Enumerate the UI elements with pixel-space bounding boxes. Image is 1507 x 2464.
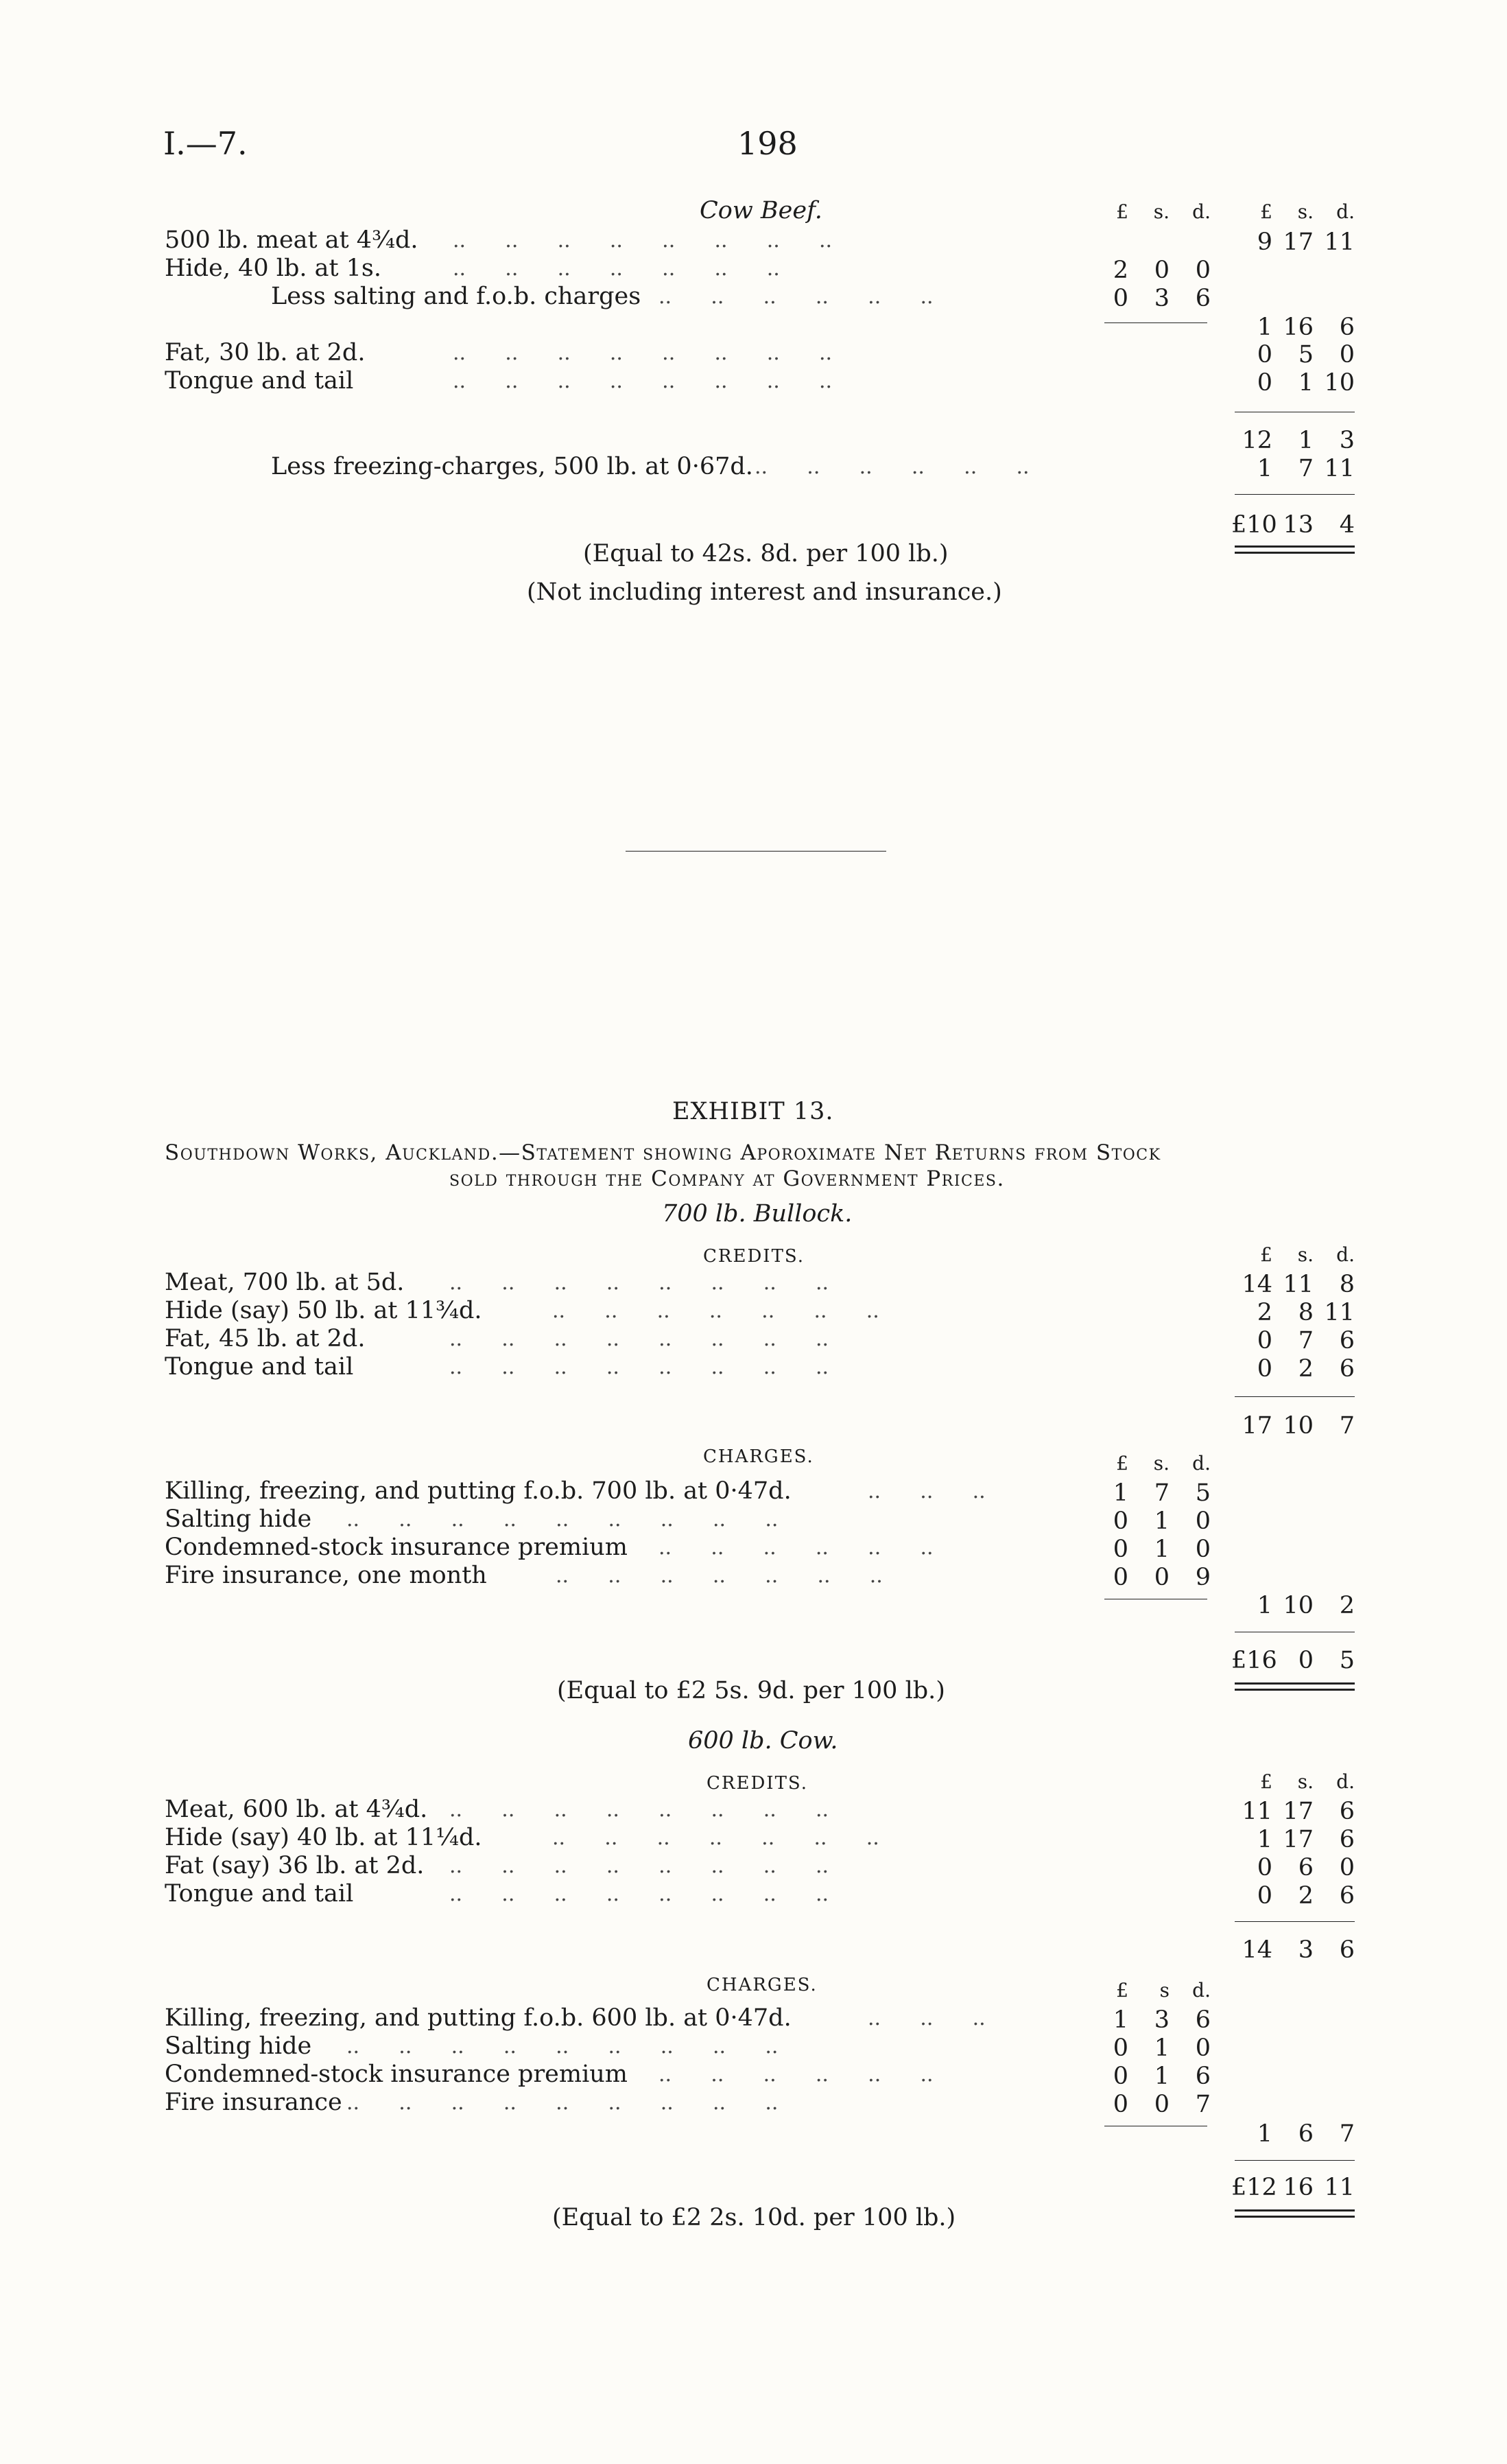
bullock-net-total: £16 0 5	[1231, 1647, 1355, 1674]
leader-dots: .. .. ..	[868, 2006, 986, 2030]
cow-beef-line-tongue: Tongue and tail	[165, 367, 354, 395]
bullock-credits-total: 17 10 7	[1242, 1412, 1355, 1440]
cow-beef-line-meat: 500 lb. meat at 4¾d.	[165, 226, 418, 254]
cow-charge-condemned: Condemned-stock insurance premium	[165, 2061, 628, 2088]
bullock-credit-meat: Meat, 700 lb. at 5d.	[165, 1269, 405, 1296]
cow-title: 600 lb. Cow.	[688, 1727, 838, 1755]
cow-charge-killing-amount: 1 3 6	[1113, 2006, 1211, 2034]
bullock-charge-fire-amount: 0 0 9	[1113, 1564, 1211, 1591]
cow-credit-fat-amount: 0 6 0	[1257, 1854, 1355, 1881]
section-reference: I.—7.	[163, 125, 248, 162]
total-rule	[1235, 494, 1355, 495]
cow-note: (Equal to £2 2s. 10d. per 100 lb.)	[552, 2204, 956, 2231]
bullock-credit-tongue-amount: 0 2 6	[1257, 1355, 1355, 1383]
net-total-double-rule	[1235, 2209, 1355, 2218]
total-rule	[1235, 1921, 1355, 1922]
leader-dots: .. .. .. .. .. .. ..	[556, 1564, 883, 1588]
bullock-charge-salting-amount: 0 1 0	[1113, 1507, 1211, 1535]
net-total-double-rule	[1235, 545, 1355, 554]
cow-beef-tongue-amount: 0 1 10	[1257, 369, 1355, 397]
leader-dots: .. .. ..	[868, 1479, 986, 1503]
cow-credit-tongue: Tongue and tail	[165, 1880, 354, 1908]
cow-credit-column-heads: £ s. d.	[1260, 1770, 1355, 1793]
cow-charge-column-heads: £ s d.	[1116, 1979, 1211, 2002]
bullock-credit-hide-amount: 2 8 11	[1257, 1299, 1355, 1326]
bullock-charge-condemned: Condemned-stock insurance premium	[165, 1534, 628, 1561]
cow-beef-meat-amount: 9 17 11	[1257, 228, 1355, 256]
bullock-note: (Equal to £2 5s. 9d. per 100 lb.)	[557, 1677, 945, 1704]
cow-beef-net-total: £10 13 4	[1231, 511, 1355, 539]
cow-credit-meat-amount: 11 17 6	[1242, 1798, 1355, 1825]
exhibit-heading-line2: sold through the Company at Government Prices.	[449, 1166, 1005, 1191]
leader-dots: .. .. .. .. .. .. .. ..	[449, 1327, 829, 1351]
bullock-credit-column-heads: £ s. d.	[1260, 1243, 1355, 1266]
net-total-double-rule	[1235, 1682, 1355, 1691]
cow-beef-gross-total: 12 1 3	[1242, 427, 1355, 454]
bullock-charge-condemned-amount: 0 1 0	[1113, 1536, 1211, 1563]
leader-dots: .. .. .. .. .. .. .. ..	[449, 1355, 829, 1379]
leader-dots: .. .. .. .. .. ..	[755, 455, 1030, 479]
cow-beef-fat-amount: 0 5 0	[1257, 341, 1355, 368]
bullock-charge-fire: Fire insurance, one month	[165, 1562, 487, 1589]
cow-beef-title: Cow Beef.	[700, 197, 822, 224]
section-separator	[626, 851, 886, 852]
cow-beef-right-column-heads: £ s. d.	[1260, 200, 1355, 223]
bullock-charge-killing: Killing, freezing, and putting f.o.b. 700 lb. at 0·47d.	[165, 1477, 792, 1505]
bullock-credit-hide: Hide (say) 50 lb. at 11¾d.	[165, 1297, 482, 1324]
cow-charge-salting: Salting hide	[165, 2032, 312, 2060]
cow-charges-total: 1 6 7	[1257, 2120, 1355, 2148]
cow-charge-salting-amount: 0 1 0	[1113, 2034, 1211, 2062]
cow-beef-hide-amount: 2 0 0	[1113, 257, 1211, 284]
leader-dots: .. .. .. .. .. .. .. .. ..	[346, 2034, 779, 2058]
cow-beef-line-hide: Hide, 40 lb. at 1s.	[165, 255, 382, 282]
bullock-credit-fat: Fat, 45 lb. at 2d.	[165, 1325, 366, 1352]
leader-dots: .. .. .. .. .. .. .. ..	[453, 369, 833, 393]
leader-dots: .. .. .. .. .. .. ..	[453, 257, 780, 281]
cow-credit-fat: Fat (say) 36 lb. at 2d.	[165, 1852, 425, 1879]
leader-dots: .. .. .. .. .. ..	[658, 1536, 934, 1560]
cow-charge-fire-amount: 0 0 7	[1113, 2091, 1211, 2118]
bullock-charges-label: CHARGES.	[703, 1446, 814, 1467]
leader-dots: .. .. .. .. .. .. .. ..	[453, 341, 833, 365]
leader-dots: .. .. .. .. .. .. .. ..	[449, 1271, 829, 1295]
bullock-charges-total: 1 10 2	[1257, 1592, 1355, 1619]
leader-dots: .. .. .. .. .. .. .. .. ..	[346, 2091, 779, 2115]
subtotal-rule	[1104, 322, 1207, 323]
cow-credit-hide: Hide (say) 40 lb. at 11¼d.	[165, 1824, 482, 1851]
page-number: 198	[737, 125, 798, 162]
cow-credits-label: CREDITS.	[707, 1773, 809, 1794]
leader-dots: .. .. .. .. .. .. .. ..	[449, 1854, 829, 1878]
leader-dots: .. .. .. .. .. .. .. .. ..	[346, 1507, 779, 1532]
exhibit-title: EXHIBIT 13.	[672, 1098, 834, 1125]
leader-dots: .. .. .. .. .. ..	[658, 2063, 934, 2087]
bullock-title: 700 lb. Bullock.	[662, 1200, 853, 1228]
bullock-charge-column-heads: £ s. d.	[1116, 1452, 1211, 1475]
bullock-credit-tongue: Tongue and tail	[165, 1353, 354, 1381]
bullock-credits-label: CREDITS.	[703, 1246, 805, 1267]
cow-charges-label: CHARGES.	[707, 1975, 818, 1995]
cow-credits-total: 14 3 6	[1242, 1936, 1355, 1964]
leader-dots: .. .. .. .. .. ..	[658, 285, 934, 309]
cow-beef-line-freezing: Less freezing-charges, 500 lb. at 0·67d.	[271, 453, 753, 480]
cow-charge-condemned-amount: 0 1 6	[1113, 2063, 1211, 2090]
leader-dots: .. .. .. .. .. .. ..	[552, 1826, 879, 1850]
bullock-charge-salting: Salting hide	[165, 1505, 312, 1533]
cow-beef-mid-column-heads: £ s. d.	[1116, 200, 1211, 223]
cow-beef-note-equal: (Equal to 42s. 8d. per 100 lb.)	[583, 540, 949, 567]
total-rule	[1235, 1396, 1355, 1397]
cow-beef-note-interest: (Not including interest and insurance.)	[527, 578, 1002, 606]
bullock-credit-meat-amount: 14 11 8	[1242, 1271, 1355, 1298]
cow-charge-fire: Fire insurance	[165, 2089, 342, 2116]
cow-credit-tongue-amount: 0 2 6	[1257, 1882, 1355, 1910]
cow-beef-freezing-amount: 1 7 11	[1257, 455, 1355, 482]
cow-charge-killing: Killing, freezing, and putting f.o.b. 600 lb. at 0·47d.	[165, 2004, 792, 2032]
cow-beef-hide-net: 1 16 6	[1257, 314, 1355, 341]
leader-dots: .. .. .. .. .. .. .. ..	[449, 1882, 829, 1906]
leader-dots: .. .. .. .. .. .. ..	[552, 1299, 879, 1323]
leader-dots: .. .. .. .. .. .. .. ..	[453, 228, 833, 253]
cow-credit-hide-amount: 1 17 6	[1257, 1826, 1355, 1853]
cow-beef-salting-amount: 0 3 6	[1113, 285, 1211, 312]
leader-dots: .. .. .. .. .. .. .. ..	[449, 1798, 829, 1822]
cow-net-total: £12 16 11	[1231, 2174, 1355, 2201]
exhibit-heading-line1: Southdown Works, Auckland.—Statement showing Aporoximate Net Returns from Stock	[165, 1140, 1161, 1165]
cow-beef-line-salting: Less salting and f.o.b. charges	[271, 283, 641, 310]
total-rule	[1235, 2160, 1355, 2161]
bullock-credit-fat-amount: 0 7 6	[1257, 1327, 1355, 1354]
cow-credit-meat: Meat, 600 lb. at 4¾d.	[165, 1796, 428, 1823]
bullock-charge-killing-amount: 1 7 5	[1113, 1479, 1211, 1507]
cow-beef-line-fat: Fat, 30 lb. at 2d.	[165, 339, 366, 366]
